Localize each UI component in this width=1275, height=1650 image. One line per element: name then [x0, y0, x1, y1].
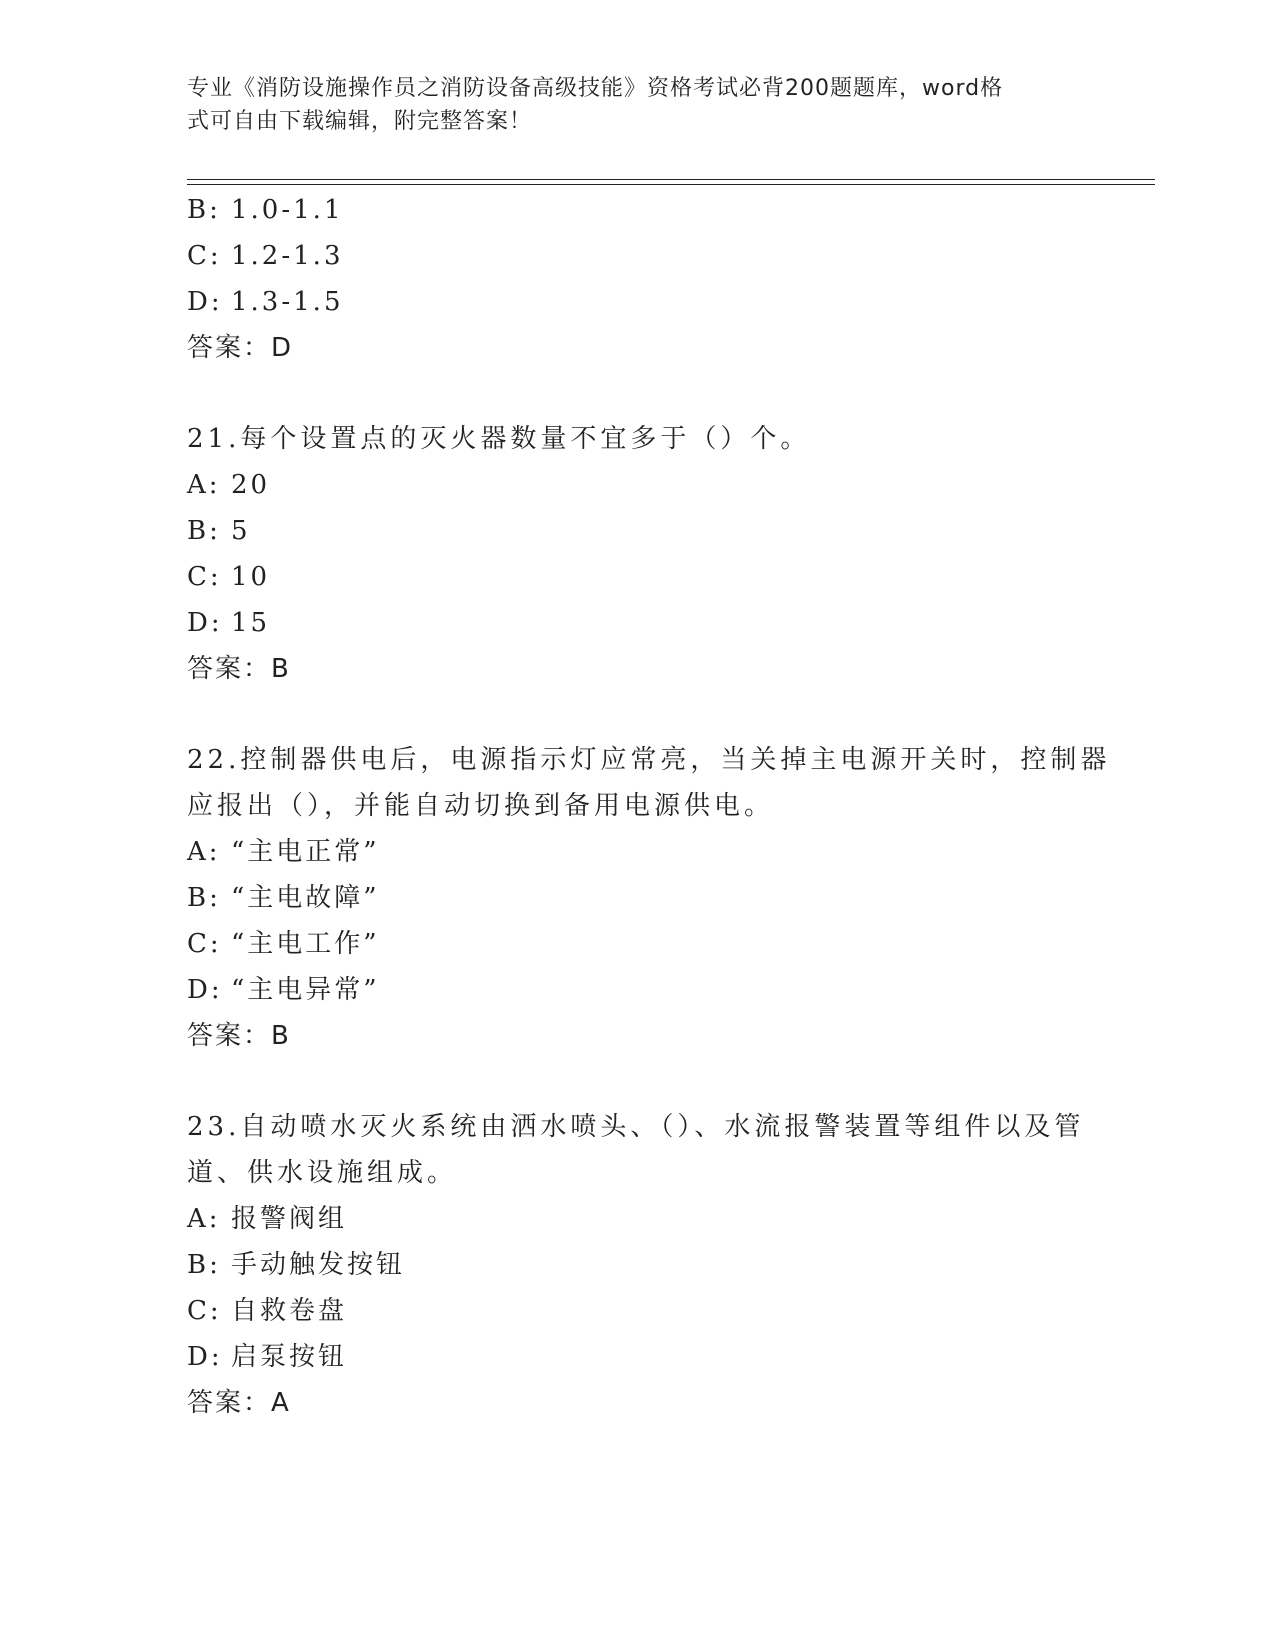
option-a: A: 报警阀组	[187, 1204, 348, 1234]
option-c: C: 10	[187, 562, 271, 592]
option-c: C: 1.2-1.3	[187, 241, 344, 271]
question-text-line-1: 22.控制器供电后，电源指示灯应常亮，当关掉主电源开关时，控制器	[187, 745, 1111, 775]
spacer	[187, 371, 1087, 416]
question-23	[187, 1104, 1087, 1426]
header-line-2: 式可自由下载编辑，附完整答案！	[187, 109, 533, 134]
option-c: C: “主电工作”	[187, 929, 380, 959]
spacer	[187, 1059, 1087, 1104]
question-21	[187, 416, 1087, 692]
option-c: C: 自救卷盘	[187, 1296, 348, 1326]
option-d: D: 1.3-1.5	[187, 287, 344, 317]
option-b: B: 1.0-1.1	[187, 195, 344, 225]
question-text-line-2: 道、供水设施组成。	[187, 1158, 458, 1188]
option-d: D: “主电异常”	[187, 975, 380, 1005]
option-d: D: 启泵按钮	[187, 1342, 348, 1372]
option-b: B: “主电故障”	[187, 883, 380, 913]
question-22	[187, 737, 1111, 1059]
option-a: A: “主电正常”	[187, 837, 380, 867]
option-d: D: 15	[187, 608, 271, 638]
question-text-line-2: 应报出（），并能自动切换到备用电源供电。	[187, 791, 775, 821]
document-header	[187, 72, 1067, 138]
question-list	[187, 187, 1111, 1426]
header-line-1: 专业《消防设施操作员之消防设备高级技能》资格考试必背200题题库，word格	[187, 76, 1004, 101]
answer-text: 答案：A	[187, 1388, 291, 1418]
answer-text: 答案：D	[187, 333, 294, 363]
option-b: B: 5	[187, 516, 251, 546]
header-divider-top	[187, 179, 1155, 180]
answer-text: 答案：B	[187, 654, 291, 684]
question-partial	[187, 187, 1087, 371]
option-b: B: 手动触发按钮	[187, 1250, 406, 1280]
question-text-line-1: 23.自动喷水灭火系统由洒水喷头、（）、水流报警装置等组件以及管	[187, 1112, 1085, 1142]
header-divider-bottom	[187, 184, 1155, 185]
answer-text: 答案：B	[187, 1021, 291, 1051]
question-text: 21.每个设置点的灭火器数量不宜多于（）个。	[187, 424, 811, 454]
option-a: A: 20	[187, 470, 271, 500]
spacer	[187, 692, 1087, 737]
